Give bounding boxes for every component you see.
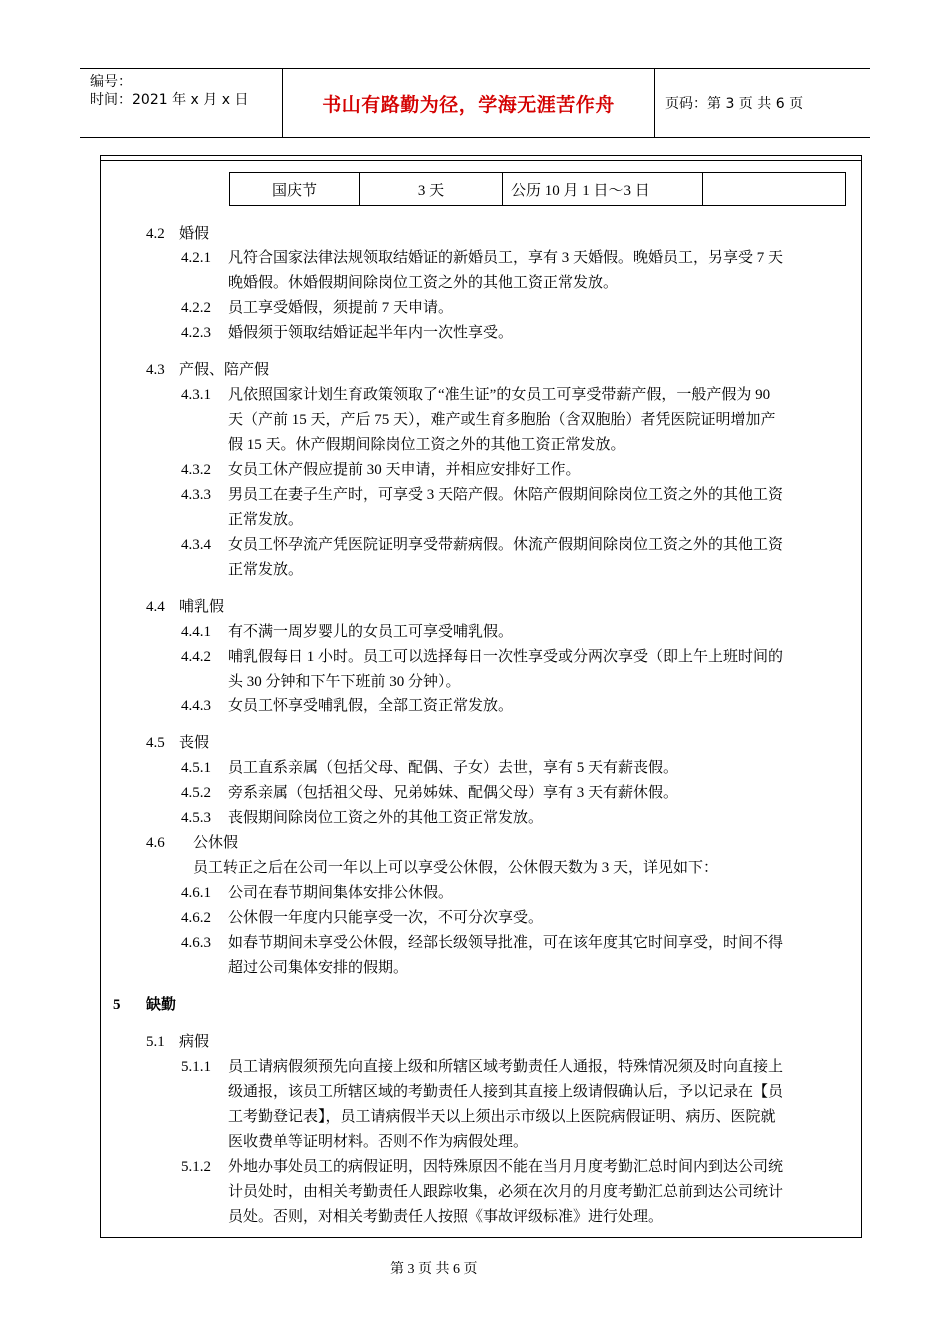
frame-top-divider <box>101 160 861 161</box>
section-title: 婚假 <box>179 226 210 242</box>
section-intro: 员工转正之后在公司一年以上可以享受公休假，公休假天数为 3 天，详见如下： <box>193 860 719 876</box>
clause-text: 头 30 分钟和下午下班前 30 分钟）。 <box>228 674 461 690</box>
clause-number: 4.3.4 <box>181 537 211 553</box>
clause-text: 工考勤登记表】，员工请病假半天以上须出示市级以上医院病假证明、病历、医院就 <box>228 1109 776 1125</box>
clause-text: 婚假须于领取结婚证起半年内一次性享受。 <box>228 325 514 341</box>
clause-text: 外地办事处员工的病假证明，因特殊原因不能在当月月度考勤汇总时间内到达公司统 <box>228 1159 784 1175</box>
section-number: 4.6 <box>146 835 165 851</box>
section-title: 哺乳假 <box>179 599 225 615</box>
clause-number: 4.5.3 <box>181 810 211 826</box>
clause-text: 公休假一年度内只能享受一次，不可分次享受。 <box>228 910 544 926</box>
page-header <box>80 68 870 138</box>
clause-number: 4.6.1 <box>181 885 211 901</box>
header-page-info: 页码：第 3 页 共 6 页 <box>665 96 804 112</box>
clause-number: 4.6.3 <box>181 935 211 951</box>
section-title: 产假、陪产假 <box>179 362 270 378</box>
holiday-note-cell <box>703 173 845 205</box>
header-motto-cell <box>283 69 655 137</box>
holiday-name-cell: 国庆节 <box>230 173 360 205</box>
clause-text: 员工请病假须预先向直接上级和所辖区域考勤责任人通报，特殊情况须及时向直接上 <box>228 1059 784 1075</box>
section-number: 5.1 <box>146 1034 165 1050</box>
clause-text: 旁系亲属（包括祖父母、兄弟姊妹、配偶父母）享有 3 天有薪休假。 <box>228 785 679 801</box>
section-title: 病假 <box>179 1034 210 1050</box>
clause-number: 4.2.2 <box>181 300 211 316</box>
section-number: 4.3 <box>146 362 165 378</box>
clause-text: 女员工休产假应提前 30 天申请，并相应安排好工作。 <box>228 462 581 478</box>
clause-text: 员工直系亲属（包括父母、配偶、子女）去世，享有 5 天有薪丧假。 <box>228 760 679 776</box>
clause-number: 4.2.3 <box>181 325 211 341</box>
clause-number: 4.6.2 <box>181 910 211 926</box>
clause-text: 超过公司集体安排的假期。 <box>228 960 409 976</box>
section-number: 4.2 <box>146 226 165 242</box>
clause-text: 公司在春节期间集体安排公休假。 <box>228 885 454 901</box>
chapter-number: 5 <box>113 997 121 1013</box>
section-number: 4.5 <box>146 735 165 751</box>
clause-number: 4.3.3 <box>181 487 211 503</box>
section-title: 公休假 <box>193 835 239 851</box>
clause-text: 正常发放。 <box>228 562 304 578</box>
chapter-title: 缺勤 <box>146 997 177 1013</box>
clause-text: 女员工怀孕流产凭医院证明享受带薪病假。休流产假期间除岗位工资之外的其他工资 <box>228 537 784 553</box>
clause-number: 4.4.2 <box>181 649 211 665</box>
clause-number: 4.2.1 <box>181 250 211 266</box>
clause-text: 假 15 天。休产假期间除岗位工资之外的其他工资正常发放。 <box>228 437 626 453</box>
clause-number: 4.3.1 <box>181 387 211 403</box>
clause-number: 4.4.3 <box>181 698 211 714</box>
clause-number: 4.5.1 <box>181 760 211 776</box>
holiday-table-row <box>229 172 846 206</box>
clause-text: 员工享受婚假，须提前 7 天申请。 <box>228 300 454 316</box>
clause-number: 5.1.2 <box>181 1159 211 1175</box>
clause-text: 员处。否则，对相关考勤责任人按照《事故评级标准》进行处理。 <box>228 1209 664 1225</box>
clause-text: 凡依照国家计划生育政策领取了“准生证”的女员工可享受带薪产假，一般产假为 90 <box>228 387 771 403</box>
clause-text: 医收费单等证明材料。否则不作为病假处理。 <box>228 1134 529 1150</box>
clause-number: 4.4.1 <box>181 624 211 640</box>
clause-number: 5.1.1 <box>181 1059 211 1075</box>
clause-number: 4.5.2 <box>181 785 211 801</box>
clause-text: 计员处时，由相关考勤责任人跟踪收集，必须在次月的月度考勤汇总前到达公司统计 <box>228 1184 784 1200</box>
clause-text: 天（产前 15 天，产后 75 天），难产或生育多胞胎（含双胞胎）者凭医院证明增加产 <box>228 412 776 428</box>
document-code-label: 编号： <box>90 74 132 90</box>
clause-text: 级通报，该员工所辖区域的考勤责任人接到其直接上级请假确认后，予以记录在【员 <box>228 1084 784 1100</box>
holiday-date-cell: 公历 10 月 1 日～3 日 <box>503 173 703 205</box>
clause-text: 男员工在妻子生产时，可享受 3 天陪产假。休陪产假期间除岗位工资之外的其他工资 <box>228 487 784 503</box>
clause-text: 有不满一周岁婴儿的女员工可享受哺乳假。 <box>228 624 514 640</box>
page-footer: 第 3 页 共 6 页 <box>390 1262 478 1277</box>
section-title: 丧假 <box>179 735 210 751</box>
clause-text: 凡符合国家法律法规领取结婚证的新婚员工，享有 3 天婚假。晚婚员工，另享受 7 天 <box>228 250 784 266</box>
clause-text: 正常发放。 <box>228 512 304 528</box>
clause-text: 女员工怀享受哺乳假，全部工资正常发放。 <box>228 698 514 714</box>
clause-text: 哺乳假每日 1 小时。员工可以选择每日一次性享受或分两次享受（即上午上班时间的 <box>228 649 784 665</box>
document-time-label: 时间：2021 年 x 月 x 日 <box>90 92 249 108</box>
header-page-cell <box>655 69 870 137</box>
content-frame <box>100 155 862 1238</box>
clause-text: 如春节期间未享受公休假，经部长级领导批准，可在该年度其它时间享受，时间不得 <box>228 935 784 951</box>
clause-number: 4.3.2 <box>181 462 211 478</box>
header-left-cell <box>80 69 283 137</box>
holiday-days-cell: 3 天 <box>360 173 503 205</box>
clause-text: 晚婚假。休婚假期间除岗位工资之外的其他工资正常发放。 <box>228 275 619 291</box>
section-number: 4.4 <box>146 599 165 615</box>
header-motto: 书山有路勤为径，学海无涯苦作舟 <box>322 93 615 116</box>
clause-text: 丧假期间除岗位工资之外的其他工资正常发放。 <box>228 810 544 826</box>
